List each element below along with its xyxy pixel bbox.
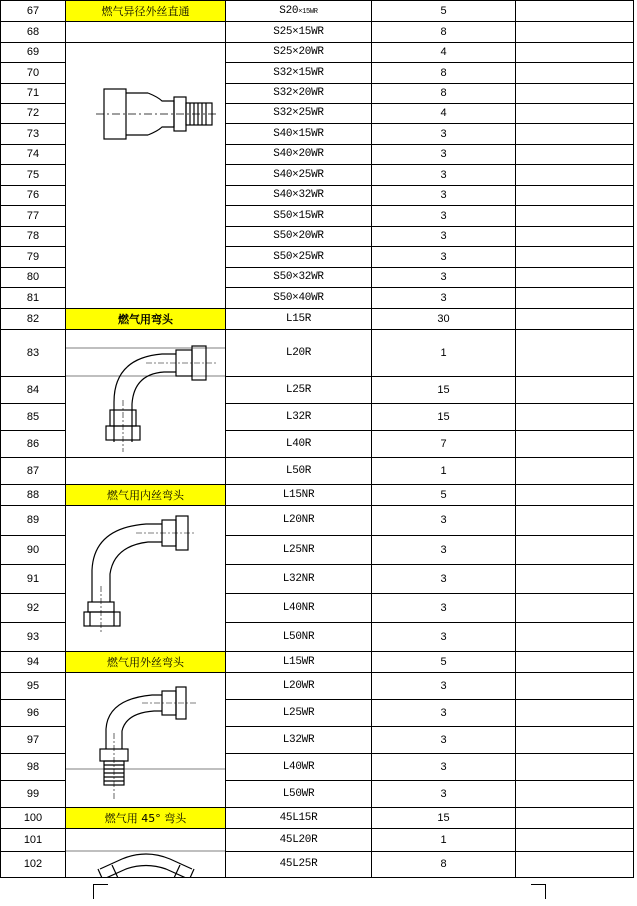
blank-cell (516, 309, 634, 330)
page-corner-mark-left (93, 884, 108, 899)
model-code: S40×25WR (226, 165, 372, 186)
blank-cell (516, 485, 634, 506)
model-code: 45L20R (226, 829, 372, 852)
quantity: 1 (372, 829, 516, 852)
blank-cell (516, 22, 634, 43)
blank-cell (516, 330, 634, 377)
row-number: 82 (1, 309, 66, 330)
model-code: L25WR (226, 700, 372, 727)
model-code: S32×15WR (226, 63, 372, 84)
quantity: 3 (372, 623, 516, 652)
product-image-cell (66, 673, 226, 808)
model-code: S25×15WR (226, 22, 372, 43)
blank-cell (516, 104, 634, 124)
quantity: 15 (372, 808, 516, 829)
row-number: 91 (1, 565, 66, 594)
quantity: 5 (372, 652, 516, 673)
model-code: S32×25WR (226, 104, 372, 124)
row-number: 70 (1, 63, 66, 84)
table-row (1, 458, 634, 485)
model-code: L25NR (226, 536, 372, 565)
quantity: 5 (372, 1, 516, 22)
blank-cell (516, 536, 634, 565)
product-name: 燃气用 45° 弯头 (66, 808, 226, 829)
row-number: 69 (1, 43, 66, 63)
model-code: L20R (226, 330, 372, 377)
model-code: L15R (226, 309, 372, 330)
blank-cell (516, 43, 634, 63)
model-code: S50×25WR (226, 247, 372, 268)
quantity: 3 (372, 700, 516, 727)
row-number: 73 (1, 124, 66, 145)
product-name: 燃气用弯头 (66, 309, 226, 330)
blank-cell (516, 63, 634, 84)
blank-cell (516, 565, 634, 594)
model-code: 45L15R (226, 808, 372, 829)
straight-fitting-drawing-icon (66, 43, 226, 309)
blank-cell (516, 206, 634, 227)
table-row (1, 309, 634, 330)
row-number: 94 (1, 652, 66, 673)
product-image-cell (66, 506, 226, 652)
model-code: S50×20WR (226, 227, 372, 247)
quantity: 15 (372, 377, 516, 404)
quantity: 3 (372, 268, 516, 288)
product-name: 燃气用内丝弯头 (66, 485, 226, 506)
row-number: 83 (1, 330, 66, 377)
model-code: L32WR (226, 727, 372, 754)
row-number: 79 (1, 247, 66, 268)
blank-cell (66, 458, 226, 485)
row-number: 86 (1, 431, 66, 458)
blank-cell (516, 247, 634, 268)
quantity: 1 (372, 458, 516, 485)
row-number: 72 (1, 104, 66, 124)
quantity: 30 (372, 309, 516, 330)
quantity: 7 (372, 431, 516, 458)
quantity: 3 (372, 186, 516, 206)
row-number: 97 (1, 727, 66, 754)
row-number: 78 (1, 227, 66, 247)
blank-cell (516, 124, 634, 145)
row-number: 96 (1, 700, 66, 727)
quantity: 3 (372, 124, 516, 145)
quantity: 3 (372, 754, 516, 781)
blank-cell (516, 506, 634, 536)
blank-cell (516, 145, 634, 165)
row-number: 102 (1, 852, 66, 878)
row-number: 100 (1, 808, 66, 829)
model-code: S20×15WR (226, 1, 372, 22)
blank-cell (516, 404, 634, 431)
quantity: 3 (372, 145, 516, 165)
blank-cell (516, 754, 634, 781)
row-number: 68 (1, 22, 66, 43)
blank-cell (516, 186, 634, 206)
model-code: S25×20WR (226, 43, 372, 63)
quantity: 1 (372, 330, 516, 377)
table-row (1, 22, 634, 43)
quantity: 8 (372, 84, 516, 104)
model-code: L15WR (226, 652, 372, 673)
row-number: 84 (1, 377, 66, 404)
blank-cell (516, 165, 634, 186)
blank-cell (516, 458, 634, 485)
blank-cell (516, 1, 634, 22)
model-code: 45L25R (226, 852, 372, 878)
quantity: 3 (372, 781, 516, 808)
row-number: 93 (1, 623, 66, 652)
table-row (1, 829, 634, 852)
model-code: L40WR (226, 754, 372, 781)
table-row (1, 808, 634, 829)
blank-cell (516, 727, 634, 754)
row-number: 87 (1, 458, 66, 485)
product-image-cell (66, 43, 226, 309)
row-number: 74 (1, 145, 66, 165)
product-name: 燃气用外丝弯头 (66, 652, 226, 673)
male-thread-elbow-drawing-icon (66, 673, 226, 808)
row-number: 80 (1, 268, 66, 288)
model-code: L50NR (226, 623, 372, 652)
quantity: 3 (372, 227, 516, 247)
row-number: 67 (1, 1, 66, 22)
table-row (1, 485, 634, 506)
row-number: 71 (1, 84, 66, 104)
blank-cell (516, 288, 634, 309)
blank-cell (516, 652, 634, 673)
row-number: 92 (1, 594, 66, 623)
quantity: 5 (372, 485, 516, 506)
table-row (1, 652, 634, 673)
model-code: S40×32WR (226, 186, 372, 206)
quantity: 4 (372, 104, 516, 124)
model-code: L32R (226, 404, 372, 431)
row-number: 99 (1, 781, 66, 808)
product-name: 燃气异径外丝直通 (66, 1, 226, 22)
blank-cell (516, 808, 634, 829)
quantity: 8 (372, 22, 516, 43)
blank-cell (516, 829, 634, 852)
table-row (1, 330, 634, 377)
quantity: 4 (372, 43, 516, 63)
model-code: S32×20WR (226, 84, 372, 104)
row-number: 75 (1, 165, 66, 186)
quantity: 3 (372, 565, 516, 594)
model-code: L20NR (226, 506, 372, 536)
quantity: 3 (372, 594, 516, 623)
blank-cell (516, 227, 634, 247)
row-number: 95 (1, 673, 66, 700)
blank-cell (516, 594, 634, 623)
blank-cell (516, 700, 634, 727)
table-row (1, 673, 634, 700)
model-code: L40R (226, 431, 372, 458)
model-code: L40NR (226, 594, 372, 623)
blank-cell (516, 852, 634, 878)
quantity: 3 (372, 727, 516, 754)
model-code: S40×15WR (226, 124, 372, 145)
table-row (1, 506, 634, 536)
quantity: 3 (372, 206, 516, 227)
model-code: L25R (226, 377, 372, 404)
quantity: 3 (372, 536, 516, 565)
model-code: L50WR (226, 781, 372, 808)
row-number: 101 (1, 829, 66, 852)
blank-cell (516, 431, 634, 458)
model-code: L20WR (226, 673, 372, 700)
blank-cell (516, 623, 634, 652)
quantity: 3 (372, 673, 516, 700)
blank-cell (516, 84, 634, 104)
model-code: L32NR (226, 565, 372, 594)
blank-cell (516, 377, 634, 404)
model-code: S40×20WR (226, 145, 372, 165)
blank-cell (66, 22, 226, 43)
row-number: 89 (1, 506, 66, 536)
table-row (1, 43, 634, 63)
row-number: 98 (1, 754, 66, 781)
model-code: L15NR (226, 485, 372, 506)
blank-cell (516, 673, 634, 700)
row-number: 76 (1, 186, 66, 206)
page-corner-mark-right (531, 884, 546, 899)
product-image-cell (66, 330, 226, 458)
elbow-drawing-icon (66, 330, 226, 458)
quantity: 8 (372, 63, 516, 84)
blank-cell (516, 268, 634, 288)
45-degree-elbow-drawing-icon (66, 829, 226, 878)
row-number: 77 (1, 206, 66, 227)
model-code: L50R (226, 458, 372, 485)
quantity: 3 (372, 288, 516, 309)
blank-cell (516, 781, 634, 808)
model-code: S50×40WR (226, 288, 372, 309)
table-row (1, 1, 634, 22)
quantity: 3 (372, 247, 516, 268)
female-thread-elbow-drawing-icon (66, 506, 226, 652)
row-number: 90 (1, 536, 66, 565)
row-number: 81 (1, 288, 66, 309)
product-image-cell (66, 829, 226, 878)
quantity: 8 (372, 852, 516, 878)
row-number: 88 (1, 485, 66, 506)
quantity: 3 (372, 506, 516, 536)
model-code: S50×32WR (226, 268, 372, 288)
quantity: 3 (372, 165, 516, 186)
model-code: S50×15WR (226, 206, 372, 227)
quantity: 15 (372, 404, 516, 431)
row-number: 85 (1, 404, 66, 431)
